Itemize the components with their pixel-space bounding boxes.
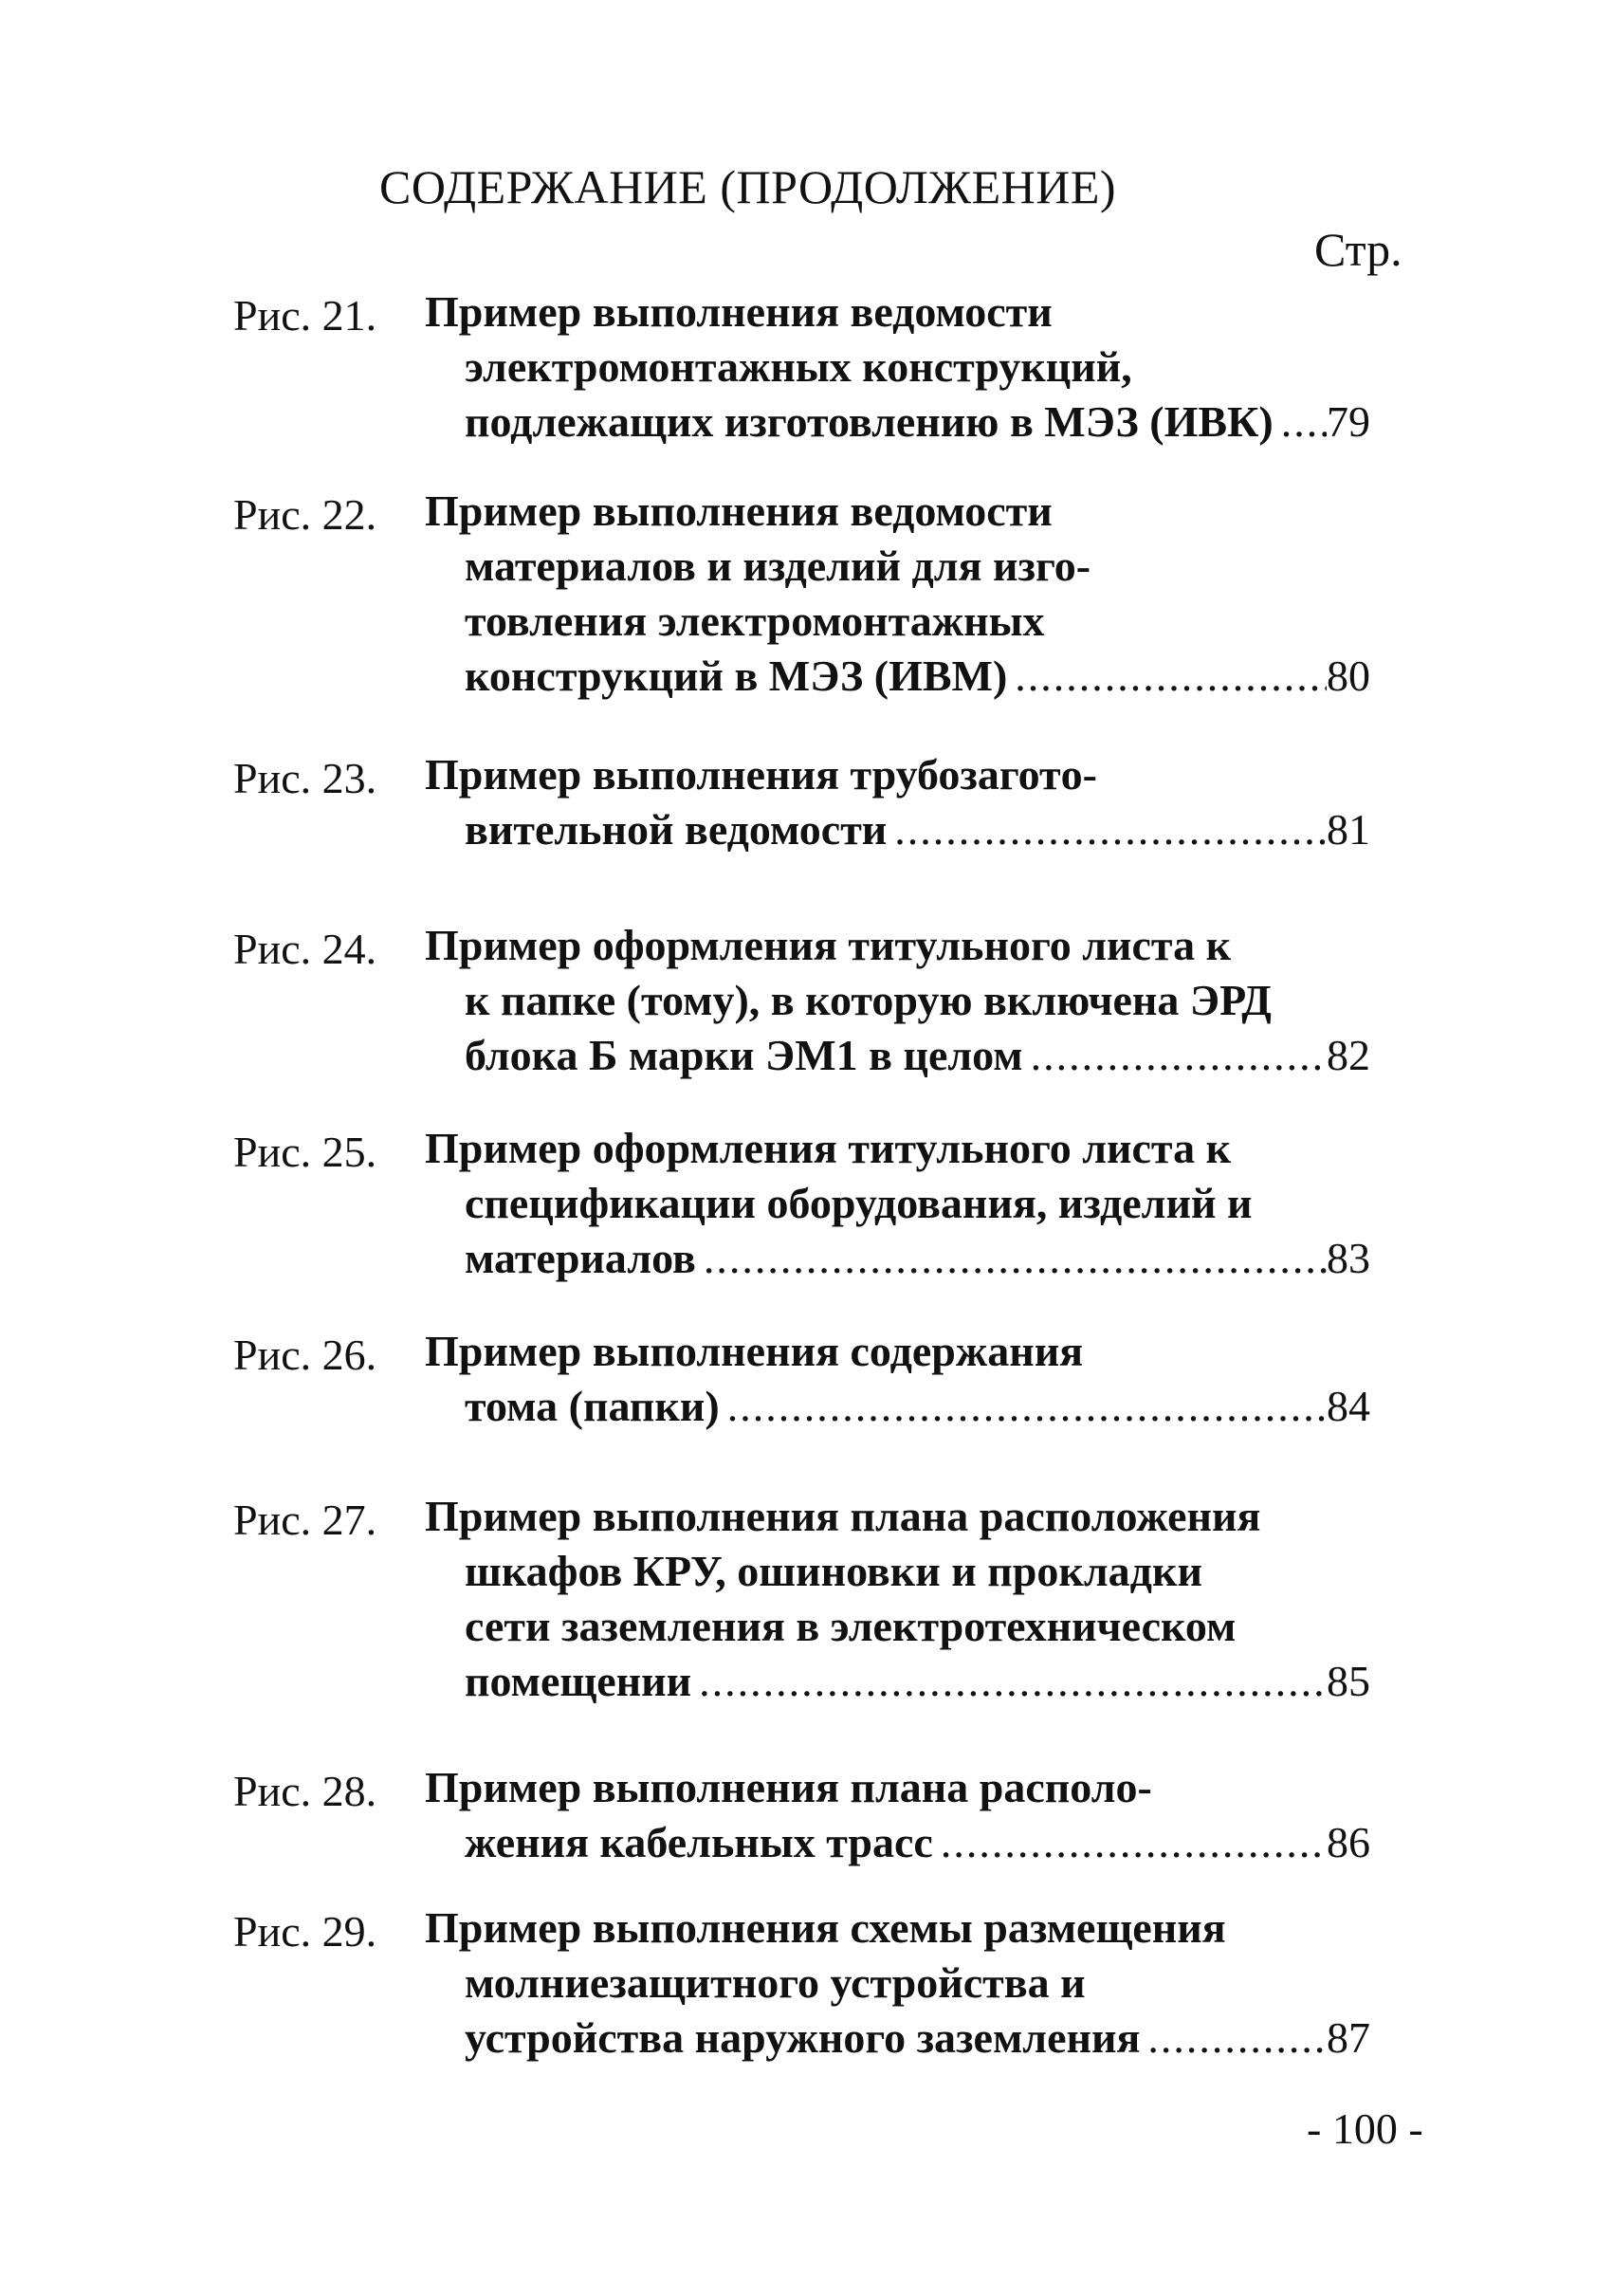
dot-leader [696, 1231, 1327, 1286]
dot-leader [933, 1815, 1327, 1870]
figure-label: Рис. 22. [233, 490, 377, 539]
figure-label: Рис. 27. [233, 1496, 377, 1544]
entry-page-number: 82 [1327, 1031, 1370, 1079]
page-column-header: Стр. [1314, 223, 1402, 276]
figure-label: Рис. 24. [233, 925, 377, 973]
entry-title-line: шкафов КРУ, ошиновки и прокладки [465, 1547, 1202, 1595]
entry-title-line: устройства наружного заземления [465, 2013, 1141, 2062]
dot-leader [1274, 395, 1327, 450]
entry-page-number: 84 [1327, 1382, 1370, 1430]
dot-leader [1007, 649, 1327, 704]
entry-title-line: тома (папки) [465, 1382, 720, 1430]
entry-title-line: Пример выполнения ведомости [425, 287, 1053, 336]
entry-page-number: 85 [1327, 1657, 1370, 1705]
entry-title-line: помещении [465, 1657, 692, 1705]
dot-leader [720, 1379, 1327, 1434]
page-title: СОДЕРЖАНИЕ (ПРОДОЛЖЕНИЕ) [379, 160, 1117, 213]
entry-title-line: к папке (тому), в которую включена ЭРД [465, 976, 1272, 1024]
dot-leader [887, 802, 1327, 857]
entry-title-line: электромонтажных конструкций, [465, 342, 1132, 391]
entry-title-line: Пример выполнения плана располо- [425, 1763, 1152, 1811]
entry-leader-line [465, 802, 1370, 857]
entry-leader-line [465, 649, 1370, 704]
entry-title-line: Пример выполнения схемы размещения [425, 1903, 1226, 1952]
entry-title-line: материалов и изделий для изго- [465, 542, 1091, 590]
dot-leader [691, 1654, 1327, 1709]
entry-page-number: 81 [1327, 805, 1370, 854]
entry-leader-line [465, 1654, 1370, 1709]
figure-label: Рис. 28. [233, 1767, 377, 1815]
dot-leader [1140, 2011, 1327, 2066]
figure-label: Рис. 29. [233, 1907, 377, 1956]
entry-title-line: жения кабельных трасс [465, 1818, 933, 1866]
entry-title-line: конструкций в МЭЗ (ИВМ) [465, 652, 1008, 700]
figure-label: Рис. 23. [233, 754, 377, 802]
entry-title-line: Пример оформления титульного листа к [425, 1124, 1232, 1172]
entry-title-line: материалов [465, 1234, 696, 1282]
entry-title-line: сети заземления в электротехническом [465, 1602, 1237, 1650]
entry-page-number: 83 [1327, 1234, 1370, 1282]
entry-page-number: 87 [1327, 2013, 1370, 2062]
entry-page-number: 86 [1327, 1818, 1370, 1866]
entry-title-line: Пример оформления титульного листа к [425, 921, 1232, 969]
entry-page-number: 79 [1327, 397, 1370, 446]
entry-title-line: молниезащитного устройства и [465, 1958, 1086, 2007]
entry-leader-line [465, 1231, 1370, 1286]
entry-title-line: Пример выполнения ведомости [425, 487, 1053, 535]
entry-leader-line [465, 1379, 1370, 1434]
entry-title-line: вительной ведомости [465, 805, 888, 854]
entry-leader-line [465, 1815, 1370, 1870]
entry-title-line: Пример выполнения трубозаготo- [425, 750, 1097, 799]
figure-label: Рис. 26. [233, 1331, 377, 1379]
entry-title-line: Пример выполнения плана расположения [425, 1492, 1261, 1540]
entry-leader-line [465, 395, 1370, 450]
figure-label: Рис. 25. [233, 1128, 377, 1176]
figure-label: Рис. 21. [233, 291, 377, 340]
entry-page-number: 80 [1327, 652, 1370, 700]
entry-leader-line [465, 1028, 1370, 1083]
entry-title-line: Пример выполнения содержания [425, 1327, 1084, 1375]
entry-title-line: спецификации оборудования, изделий и [465, 1179, 1253, 1227]
entry-title-line: товления электромонтажных [465, 597, 1045, 645]
entry-title-line: подлежащих изготовлению в МЭЗ (ИВК) [465, 397, 1274, 446]
dot-leader [1023, 1028, 1327, 1083]
entry-leader-line [465, 2011, 1370, 2066]
page-number: - 100 - [1307, 2104, 1423, 2153]
entry-title-line: блока Б марки ЭМ1 в целом [465, 1031, 1023, 1079]
